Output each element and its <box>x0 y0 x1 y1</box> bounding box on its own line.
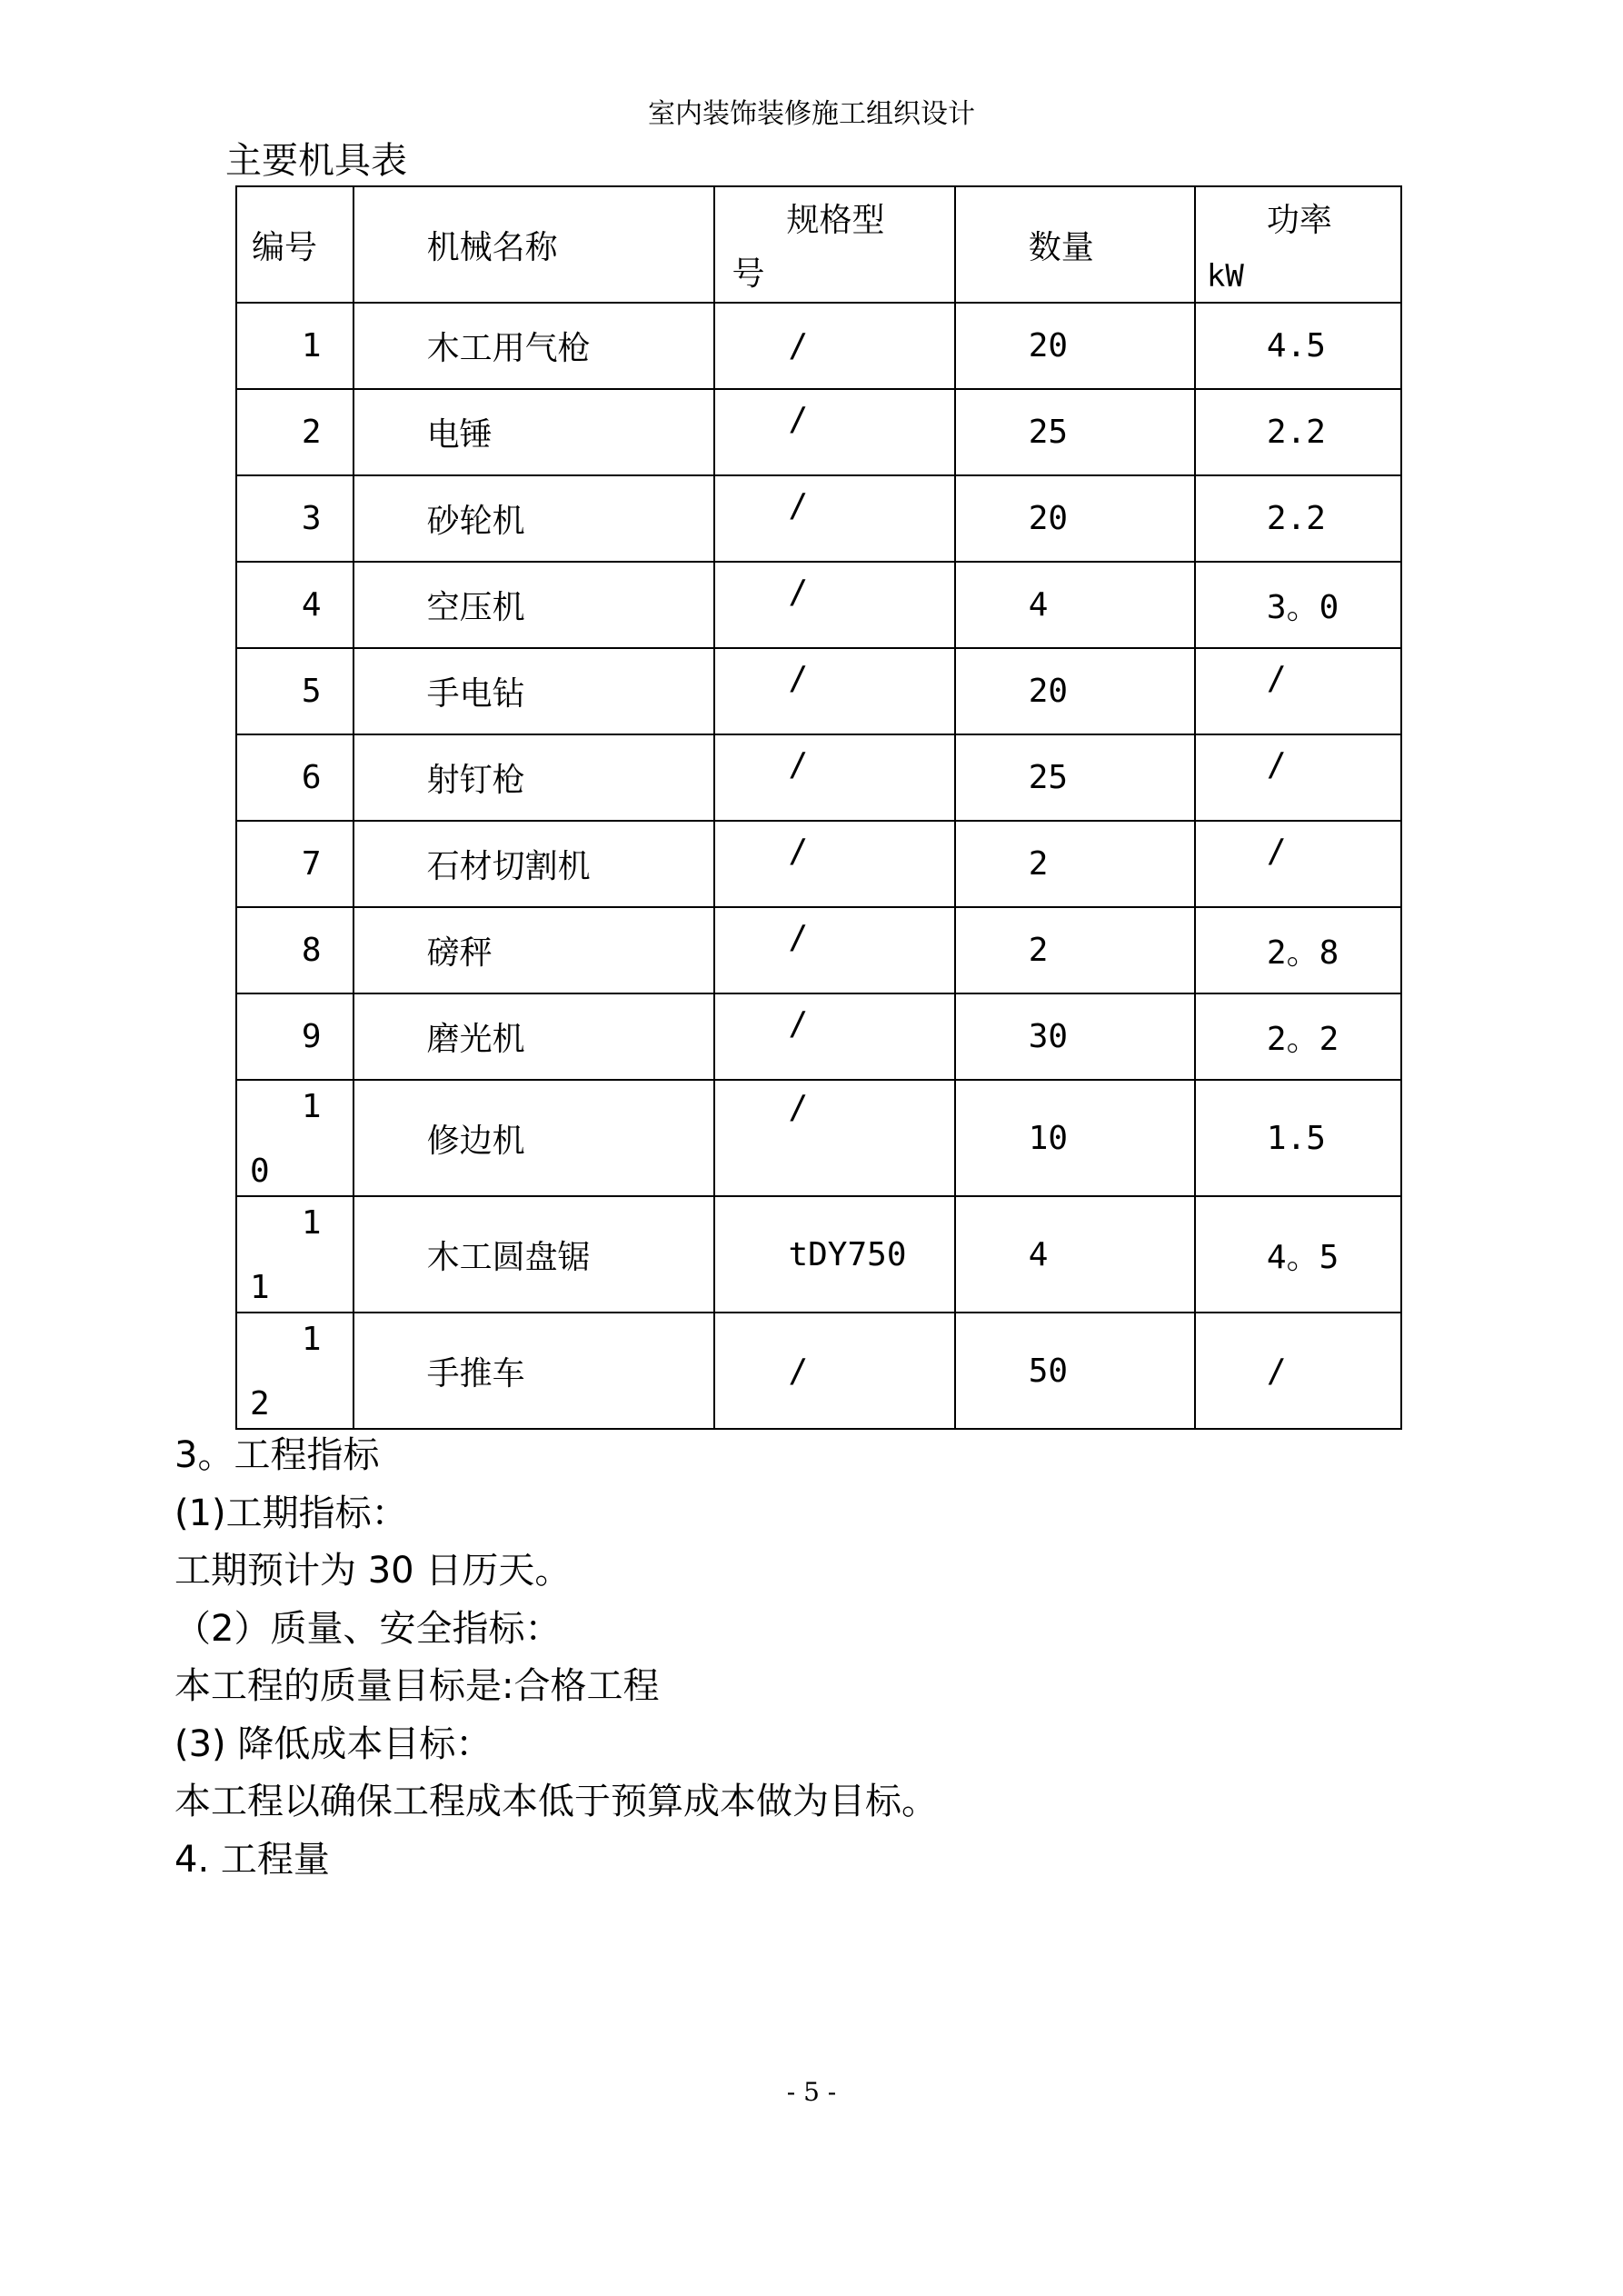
cell-power: 2。8 <box>1195 907 1401 993</box>
table-header-row <box>236 186 1401 303</box>
cell-power-text: / <box>1266 833 1287 870</box>
table-row <box>236 475 1401 562</box>
cell-power <box>1195 821 1401 907</box>
cell-qty: 10 <box>955 1080 1195 1196</box>
cell-power-text: / <box>1266 660 1287 697</box>
cell-power <box>1195 734 1401 821</box>
cell-qty: 20 <box>955 648 1195 734</box>
subheading-cost: (3) 降低成本目标： <box>174 1722 493 1765</box>
cell-power-text: / <box>1266 746 1287 784</box>
cell-no: 5 <box>236 648 353 734</box>
cell-name: 手推车 <box>353 1313 715 1429</box>
header-spec-top: 规格型 <box>786 202 885 239</box>
cell-spec <box>714 734 954 821</box>
equipment-table <box>235 185 1402 1430</box>
cell-power: 2。2 <box>1195 993 1401 1080</box>
table-row <box>236 648 1401 734</box>
cell-qty: 20 <box>955 475 1195 562</box>
cell-spec-text: / <box>788 746 809 784</box>
cell-qty: 4 <box>955 562 1195 648</box>
header-spec <box>714 186 954 303</box>
cell-name: 手电钻 <box>353 648 715 734</box>
cell-qty: 30 <box>955 993 1195 1080</box>
cell-spec-text: / <box>788 487 809 524</box>
header-qty: 数量 <box>955 186 1195 303</box>
cell-spec-text: / <box>788 401 809 438</box>
cell-spec <box>714 648 954 734</box>
cell-no: 7 <box>236 821 353 907</box>
table-title: 主要机具表 <box>225 140 407 182</box>
header-spec-bottom: 号 <box>732 255 765 293</box>
cell-spec <box>714 1080 954 1196</box>
table-row <box>236 907 1401 993</box>
paragraph-schedule: 工期预计为 30 日历天。 <box>174 1550 572 1592</box>
cell-no-top: 1 <box>301 1088 322 1125</box>
cell-no-bottom: 1 <box>250 1269 270 1306</box>
cell-spec <box>714 993 954 1080</box>
cell-qty: 20 <box>955 303 1195 389</box>
table-row <box>236 734 1401 821</box>
cell-power: / <box>1195 1313 1401 1429</box>
cell-name: 木工圆盘锯 <box>353 1196 715 1313</box>
cell-spec-text: / <box>788 1005 809 1043</box>
page-number: - 5 - <box>786 2077 837 2107</box>
subheading-schedule: (1)工期指标： <box>174 1492 408 1534</box>
cell-power: 4。5 <box>1195 1196 1401 1313</box>
table-row <box>236 389 1401 475</box>
cell-no: 3 <box>236 475 353 562</box>
cell-no <box>236 1196 353 1313</box>
table-row <box>236 303 1401 389</box>
cell-spec: / <box>714 303 954 389</box>
cell-spec-text: / <box>788 1088 809 1126</box>
cell-name: 木工用气枪 <box>353 303 715 389</box>
header-power-bottom: kW <box>1206 258 1244 294</box>
cell-spec-text: / <box>788 919 809 956</box>
cell-spec <box>714 821 954 907</box>
cell-power <box>1195 648 1401 734</box>
header-power <box>1195 186 1401 303</box>
table-row <box>236 1313 1401 1429</box>
table-row <box>236 1196 1401 1313</box>
cell-no: 4 <box>236 562 353 648</box>
cell-spec <box>714 907 954 993</box>
cell-power: 4.5 <box>1195 303 1401 389</box>
header-no: 编号 <box>236 186 353 303</box>
cell-spec-text: / <box>788 574 809 611</box>
cell-spec-text: / <box>788 833 809 870</box>
cell-no-bottom: 0 <box>250 1153 270 1190</box>
paragraph-quality: 本工程的质量目标是:合格工程 <box>174 1665 660 1707</box>
cell-no: 8 <box>236 907 353 993</box>
cell-no <box>236 1313 353 1429</box>
document-header: 室内装饰装修施工组织设计 <box>648 98 975 130</box>
cell-no: 6 <box>236 734 353 821</box>
cell-qty: 50 <box>955 1313 1195 1429</box>
table-row <box>236 993 1401 1080</box>
cell-no: 2 <box>236 389 353 475</box>
cell-qty: 25 <box>955 389 1195 475</box>
section-heading-quantities: 4. 工程量 <box>174 1838 330 1881</box>
body-text <box>174 1427 938 1889</box>
cell-power: 1.5 <box>1195 1080 1401 1196</box>
subheading-quality-safety: （2）质量、安全指标： <box>174 1607 562 1650</box>
cell-name: 空压机 <box>353 562 715 648</box>
cell-spec: / <box>714 1313 954 1429</box>
cell-spec: tDY750 <box>714 1196 954 1313</box>
cell-name: 石材切割机 <box>353 821 715 907</box>
table-row <box>236 562 1401 648</box>
cell-spec <box>714 389 954 475</box>
table-row <box>236 821 1401 907</box>
cell-qty: 2 <box>955 907 1195 993</box>
cell-qty: 2 <box>955 821 1195 907</box>
paragraph-cost: 本工程以确保工程成本低于预算成本做为目标。 <box>174 1781 938 1822</box>
section-heading-indicators: 3。工程指标 <box>174 1434 380 1476</box>
cell-no: 9 <box>236 993 353 1080</box>
cell-name: 射钉枪 <box>353 734 715 821</box>
cell-name: 砂轮机 <box>353 475 715 562</box>
cell-spec-text: / <box>788 660 809 697</box>
cell-power: 3。0 <box>1195 562 1401 648</box>
cell-no <box>236 1080 353 1196</box>
cell-power: 2.2 <box>1195 389 1401 475</box>
cell-no-top: 1 <box>301 1204 322 1242</box>
cell-name: 磨光机 <box>353 993 715 1080</box>
header-name: 机械名称 <box>353 186 715 303</box>
cell-name: 电锤 <box>353 389 715 475</box>
cell-name: 修边机 <box>353 1080 715 1196</box>
cell-name: 磅秤 <box>353 907 715 993</box>
cell-spec <box>714 562 954 648</box>
cell-no-bottom: 2 <box>250 1385 270 1423</box>
cell-power: 2.2 <box>1195 475 1401 562</box>
cell-no-top: 1 <box>301 1321 322 1358</box>
table-row <box>236 1080 1401 1196</box>
header-power-top: 功率 <box>1266 202 1332 239</box>
cell-no: 1 <box>236 303 353 389</box>
cell-qty: 25 <box>955 734 1195 821</box>
cell-qty: 4 <box>955 1196 1195 1313</box>
cell-spec <box>714 475 954 562</box>
